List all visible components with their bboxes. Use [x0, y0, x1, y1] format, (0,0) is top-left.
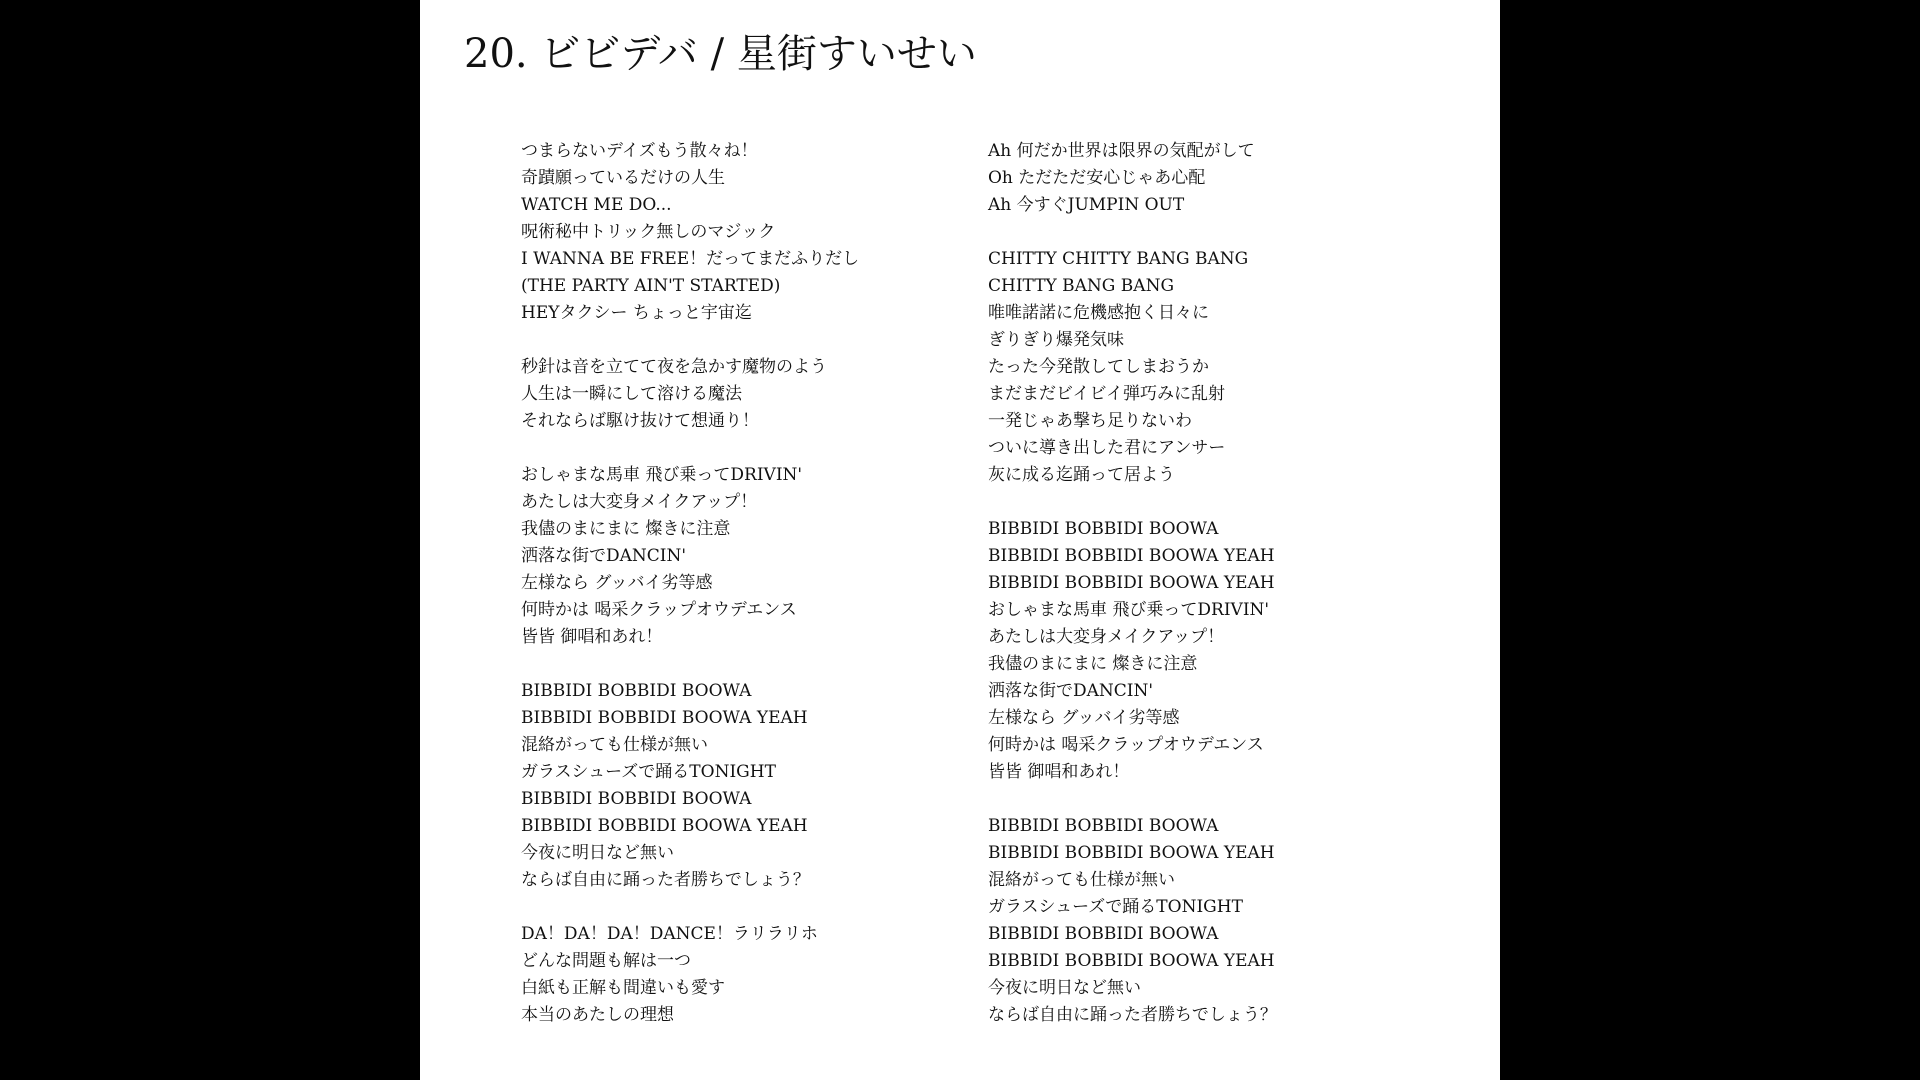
- lyric-line: 唯唯諾諾に危機感抱く日々に: [988, 303, 1209, 323]
- lyric-line: BIBBIDI BOBBIDI BOOWA YEAH: [521, 816, 808, 836]
- lyric-line: 皆皆 御唱和あれ！: [988, 762, 1130, 782]
- lyric-line: 混絡がっても仕様が無い: [521, 735, 708, 755]
- lyric-line: 灰に成る迄踊って居よう: [988, 465, 1175, 485]
- lyric-line: 呪術秘中トリック無しのマジック: [521, 222, 776, 242]
- lyric-line: Ah 今すぐJUMPIN OUT: [988, 195, 1185, 215]
- lyric-line: まだまだビイビイ弾巧みに乱射: [988, 384, 1225, 404]
- lyric-line: 奇蹟願っているだけの人生: [521, 168, 725, 188]
- lyric-blank-line: [988, 219, 1458, 246]
- lyric-line: CHITTY BANG BANG: [988, 276, 1175, 296]
- lyric-line: I WANNA BE FREE！だってまだふりだし: [521, 249, 860, 269]
- lyric-line: BIBBIDI BOBBIDI BOOWA YEAH: [988, 573, 1275, 593]
- lyric-line: つまらないデイズもう散々ね！: [521, 141, 758, 161]
- lyric-line: 洒落な街でDANCIN': [988, 681, 1154, 701]
- lyric-line: おしゃまな馬車 飛び乗ってDRIVIN': [988, 600, 1270, 620]
- lyric-line: ぎりぎり爆発気味: [988, 330, 1124, 350]
- lyric-line: Oh ただただ安心じゃあ心配: [988, 168, 1206, 188]
- lyric-line: 今夜に明日など無い: [521, 843, 674, 863]
- lyrics-slide: [420, 0, 1500, 1080]
- lyric-line: たった今発散してしまおうか: [988, 357, 1209, 377]
- lyric-line: BIBBIDI BOBBIDI BOOWA: [988, 924, 1219, 944]
- lyric-line: ガラスシューズで踊るTONIGHT: [521, 762, 776, 782]
- lyrics-column-right: [988, 138, 1458, 1029]
- lyric-line: 我儘のまにまに 燦きに注意: [988, 654, 1198, 674]
- lyric-line: あたしは大変身メイクアップ！: [988, 627, 1225, 647]
- lyric-line: BIBBIDI BOBBIDI BOOWA YEAH: [988, 843, 1275, 863]
- lyric-line: 我儘のまにまに 燦きに注意: [521, 519, 731, 539]
- lyric-blank-line: [988, 489, 1458, 516]
- lyric-line: BIBBIDI BOBBIDI BOOWA: [988, 519, 1219, 539]
- lyric-line: 洒落な街でDANCIN': [521, 546, 687, 566]
- lyric-line: 何時かは 喝采クラップオウデエンス: [988, 735, 1264, 755]
- lyric-line: 何時かは 喝采クラップオウデエンス: [521, 600, 797, 620]
- lyric-line: 左様なら グッバイ劣等感: [521, 573, 713, 593]
- lyric-blank-line: [521, 327, 961, 354]
- lyric-line: 今夜に明日など無い: [988, 978, 1141, 998]
- lyric-line: HEYタクシー ちょっと宇宙迄: [521, 303, 752, 323]
- lyric-line: WATCH ME DO...: [521, 195, 672, 215]
- lyric-line: ならば自由に踊った者勝ちでしょう？: [988, 1005, 1277, 1025]
- lyric-line: BIBBIDI BOBBIDI BOOWA: [521, 681, 752, 701]
- lyric-line: それならば駆け抜けて想通り！: [521, 411, 759, 431]
- lyric-line: ついに導き出した君にアンサー: [988, 438, 1226, 458]
- lyric-line: BIBBIDI BOBBIDI BOOWA: [521, 789, 752, 809]
- lyric-line: おしゃまな馬車 飛び乗ってDRIVIN': [521, 465, 803, 485]
- lyric-line: 本当のあたしの理想: [521, 1005, 674, 1025]
- lyric-line: BIBBIDI BOBBIDI BOOWA: [988, 816, 1219, 836]
- lyric-line: ならば自由に踊った者勝ちでしょう？: [521, 870, 810, 890]
- lyric-line: 秒針は音を立てて夜を急かす魔物のよう: [521, 357, 827, 377]
- lyric-line: どんな問題も解は一つ: [521, 951, 691, 971]
- lyric-blank-line: [988, 786, 1458, 813]
- lyric-line: 皆皆 御唱和あれ！: [521, 627, 663, 647]
- lyric-line: (THE PARTY AIN'T STARTED): [521, 276, 781, 296]
- lyric-line: あたしは大変身メイクアップ！: [521, 492, 758, 512]
- lyric-blank-line: [521, 894, 961, 921]
- lyric-line: 混絡がっても仕様が無い: [988, 870, 1175, 890]
- lyric-line: DA！DA！DA！DANCE！ラリラリホ: [521, 924, 818, 944]
- lyric-line: 人生は一瞬にして溶ける魔法: [521, 384, 742, 404]
- lyric-line: ガラスシューズで踊るTONIGHT: [988, 897, 1243, 917]
- slide-title: 20. ビビデバ / 星街すいせい: [464, 31, 977, 77]
- lyric-line: CHITTY CHITTY BANG BANG: [988, 249, 1249, 269]
- lyric-line: BIBBIDI BOBBIDI BOOWA YEAH: [521, 708, 808, 728]
- lyric-line: 白紙も正解も間違いも愛す: [521, 978, 725, 998]
- lyric-blank-line: [521, 435, 961, 462]
- lyric-line: BIBBIDI BOBBIDI BOOWA YEAH: [988, 546, 1275, 566]
- lyric-line: 左様なら グッバイ劣等感: [988, 708, 1180, 728]
- lyric-line: BIBBIDI BOBBIDI BOOWA YEAH: [988, 951, 1275, 971]
- lyric-blank-line: [521, 651, 961, 678]
- lyric-line: 一発じゃあ撃ち足りないわ: [988, 411, 1192, 431]
- lyrics-column-left: [521, 138, 961, 1029]
- lyric-line: Ah 何だか世界は限界の気配がして: [988, 141, 1255, 161]
